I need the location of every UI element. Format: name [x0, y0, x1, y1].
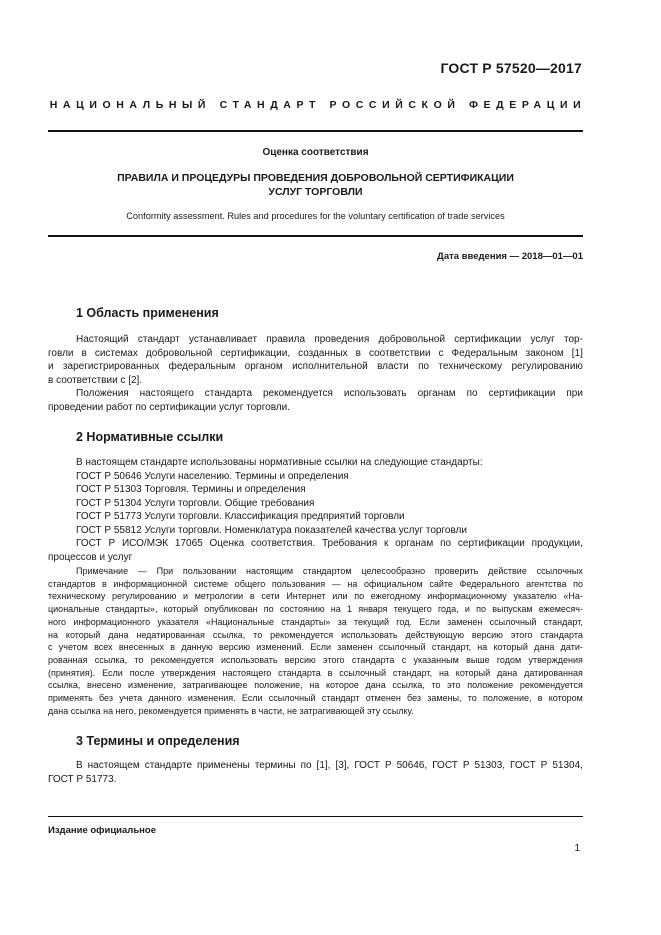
note-line: на который дана недатированная ссылка, то рекомендуется использовать действующую версию этого стандарта	[48, 629, 583, 640]
note-line: стандартов в информационной системе общего пользования — на официальном сайте Федерального агентства по	[48, 578, 583, 589]
note-line: (принятия). Если после утверждения настоящего стандарта в ссылочный стандарт, на который дана датированная	[48, 667, 583, 678]
note-line: циональные стандарты», который опубликован по состоянию на 1 января текущего года, и по выпускам ежемесяч-	[48, 604, 583, 615]
document-code: ГОСТ Р 57520—2017	[440, 60, 582, 76]
text-line: Настоящий стандарт устанавливает правила проведения добровольной сертификации услуг тор-	[76, 334, 583, 345]
standard-title-line: УСЛУГ ТОРГОВЛИ	[268, 186, 363, 198]
section-terms-text	[48, 759, 583, 786]
official-edition-label: Издание официальное	[48, 825, 156, 836]
text-line: ГОСТ Р 51773.	[48, 773, 117, 785]
note-line: техническому регулированию и метрологии в сети Интернет или по ежегодному информационному указателю «На-	[48, 591, 583, 602]
standard-title-line: ПРАВИЛА И ПРОЦЕДУРЫ ПРОВЕДЕНИЯ ДОБРОВОЛЬНОЙ СЕРТИФИКАЦИИ	[117, 172, 514, 184]
section-heading-terms: 3 Термины и определения	[76, 734, 240, 748]
references-note	[48, 565, 583, 717]
text-line: В настоящем стандарте использованы нормативные ссылки на следующие стандарты:	[76, 457, 483, 468]
text-line: проведении работ по сертификации услуг торговли.	[48, 401, 290, 413]
note-line: дана ссылка на него, рекомендуется применять в части, не затрагивающей эту ссылку.	[48, 705, 414, 716]
note-line: Примечание — При пользовании настоящим стандартом целесообразно проверить действие ссылочных	[76, 566, 583, 576]
section-heading-references: 2 Нормативные ссылки	[76, 430, 224, 444]
section-references-text	[48, 456, 583, 564]
english-title: Conformity assessment. Rules and procedures for the voluntary certification of trade services	[126, 211, 505, 221]
reference-item: ГОСТ Р ИСО/МЭК 17065 Оценка соответствия. Требования к органам по сертификации продукции,	[76, 538, 583, 549]
footer-divider	[48, 816, 583, 817]
national-standard-label: НАЦИОНАЛЬНЫЙ СТАНДАРТ РОССИЙСКОЙ ФЕДЕРАЦИИ	[49, 99, 587, 111]
note-line: с учетом всех внесенных в данную версию изменений. Если заменен ссылочный стандарт, на который дана дати-	[48, 642, 583, 653]
reference-item: ГОСТ Р 50646 Услуги населению. Термины и определения	[76, 470, 349, 482]
standard-title	[48, 171, 583, 199]
reference-item: ГОСТ Р 51304 Услуги торговли. Общие требования	[76, 497, 315, 509]
note-line: применять без учета данного изменения. Если ссылочный стандарт отменен без замены, то положение, в котором	[48, 693, 583, 704]
header-divider	[48, 130, 583, 132]
text-line: В настоящем стандарте применены термины по [1], [3], ГОСТ Р 50646, ГОСТ Р 51303, ГОСТ Р 51304,	[76, 760, 583, 771]
title-divider	[48, 235, 583, 237]
reference-item: процессов и услуг	[48, 551, 133, 563]
note-line: рованная ссылка, то рекомендуется использовать версию этого стандарта с указанным выше годом утверждения	[48, 654, 583, 665]
text-line: Положения настоящего стандарта рекомендуется использовать органам по сертификации при	[76, 388, 583, 399]
reference-item: ГОСТ Р 55812 Услуги торговли. Номенклатура показателей качества услуг торговли	[76, 524, 467, 536]
section-heading-scope: 1 Область применения	[76, 306, 219, 320]
note-line: ного информационного указателя «Национальные стандарты» за текущий год. Если заменен ссылочный стандарт,	[48, 616, 583, 627]
page-number: 1	[574, 843, 580, 854]
reference-item: ГОСТ Р 51773 Услуги торговли. Классификация предприятий торговли	[76, 511, 405, 522]
introduction-date: Дата введения — 2018—01—01	[437, 251, 583, 262]
text-line: в соответствии с [2].	[48, 374, 143, 386]
text-line: говли в системах добровольной сертификации, созданных в соответствии с Федеральным законом [1]	[48, 347, 583, 359]
standard-category: Оценка соответствия	[262, 147, 369, 158]
reference-item: ГОСТ Р 51303 Торговля. Термины и определения	[76, 484, 306, 495]
text-line: и зарегистрированных федеральным органом исполнительной власти по техническому регулированию	[48, 361, 583, 372]
note-line: ссылка, внесено изменение, затрагивающее положение, на которое дана ссылка, то это положение рекомендуется	[48, 680, 583, 691]
section-scope-text	[48, 333, 583, 414]
